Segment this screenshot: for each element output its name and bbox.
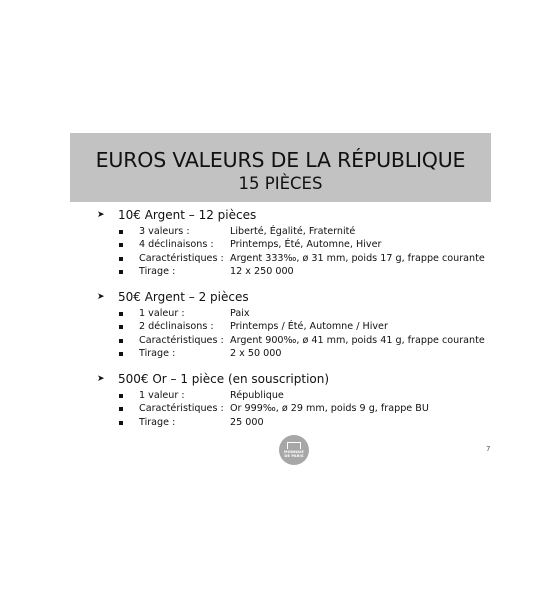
row-value: 12 x 250 000: [230, 266, 294, 278]
row-value: Paix: [230, 308, 250, 319]
row-value: 2 x 50 000: [230, 348, 282, 360]
square-bullet-icon: [119, 312, 123, 316]
row-value: 25 000: [230, 416, 264, 428]
title-band: [70, 133, 491, 202]
row-label: Caractéristiques :: [139, 252, 224, 264]
square-bullet-icon: [119, 421, 123, 425]
section-title: 50€ Argent – 2 pièces: [118, 290, 249, 304]
square-bullet-icon: [119, 325, 123, 329]
row-value: Liberté, Égalité, Fraternité: [230, 226, 356, 237]
square-bullet-icon: [119, 243, 123, 247]
logo-text-line2: DE PARIS: [284, 454, 304, 458]
square-bullet-icon: [119, 407, 123, 411]
square-bullet-icon: [119, 270, 123, 274]
section-title: 500€ Or – 1 pièce (en souscription): [118, 372, 330, 386]
row-label: Tirage :: [139, 416, 176, 428]
square-bullet-icon: [119, 352, 123, 356]
row-label: 4 déclinaisons :: [139, 239, 214, 251]
square-bullet-icon: [119, 230, 123, 234]
row-label: Tirage :: [139, 348, 176, 360]
row-value: République: [230, 390, 284, 401]
square-bullet-icon: [119, 394, 123, 398]
page-number: 7: [486, 445, 491, 453]
row-value: Printemps, Été, Automne, Hiver: [230, 239, 382, 251]
square-bullet-icon: [119, 339, 123, 343]
row-value: Or 999‰, ø 29 mm, poids 9 g, frappe BU: [230, 403, 429, 415]
arrow-bullet-icon: ➤: [97, 374, 105, 384]
arrow-bullet-icon: ➤: [97, 292, 105, 302]
logo-text-line1: MONNAIE: [284, 450, 304, 454]
row-label: 1 valeur :: [139, 390, 185, 401]
building-icon: [287, 442, 301, 449]
page-subtitle: 15 PIÈCES: [238, 174, 323, 193]
row-label: Caractéristiques :: [139, 334, 224, 346]
arrow-bullet-icon: ➤: [97, 210, 105, 220]
row-label: 3 valeurs :: [139, 226, 190, 237]
row-label: Tirage :: [139, 266, 176, 278]
row-label: 1 valeur :: [139, 308, 185, 319]
square-bullet-icon: [119, 257, 123, 261]
section-title: 10€ Argent – 12 pièces: [118, 208, 257, 222]
page-title: EUROS VALEURS DE LA RÉPUBLIQUE: [95, 148, 466, 172]
row-value: Printemps / Été, Automne / Hiver: [230, 321, 388, 333]
monnaie-de-paris-logo: [279, 435, 309, 465]
row-label: Caractéristiques :: [139, 403, 224, 415]
row-label: 2 déclinaisons :: [139, 321, 214, 333]
row-value: Argent 333‰, ø 31 mm, poids 17 g, frappe courante: [230, 252, 485, 264]
row-value: Argent 900‰, ø 41 mm, poids 41 g, frappe courante: [230, 334, 485, 346]
